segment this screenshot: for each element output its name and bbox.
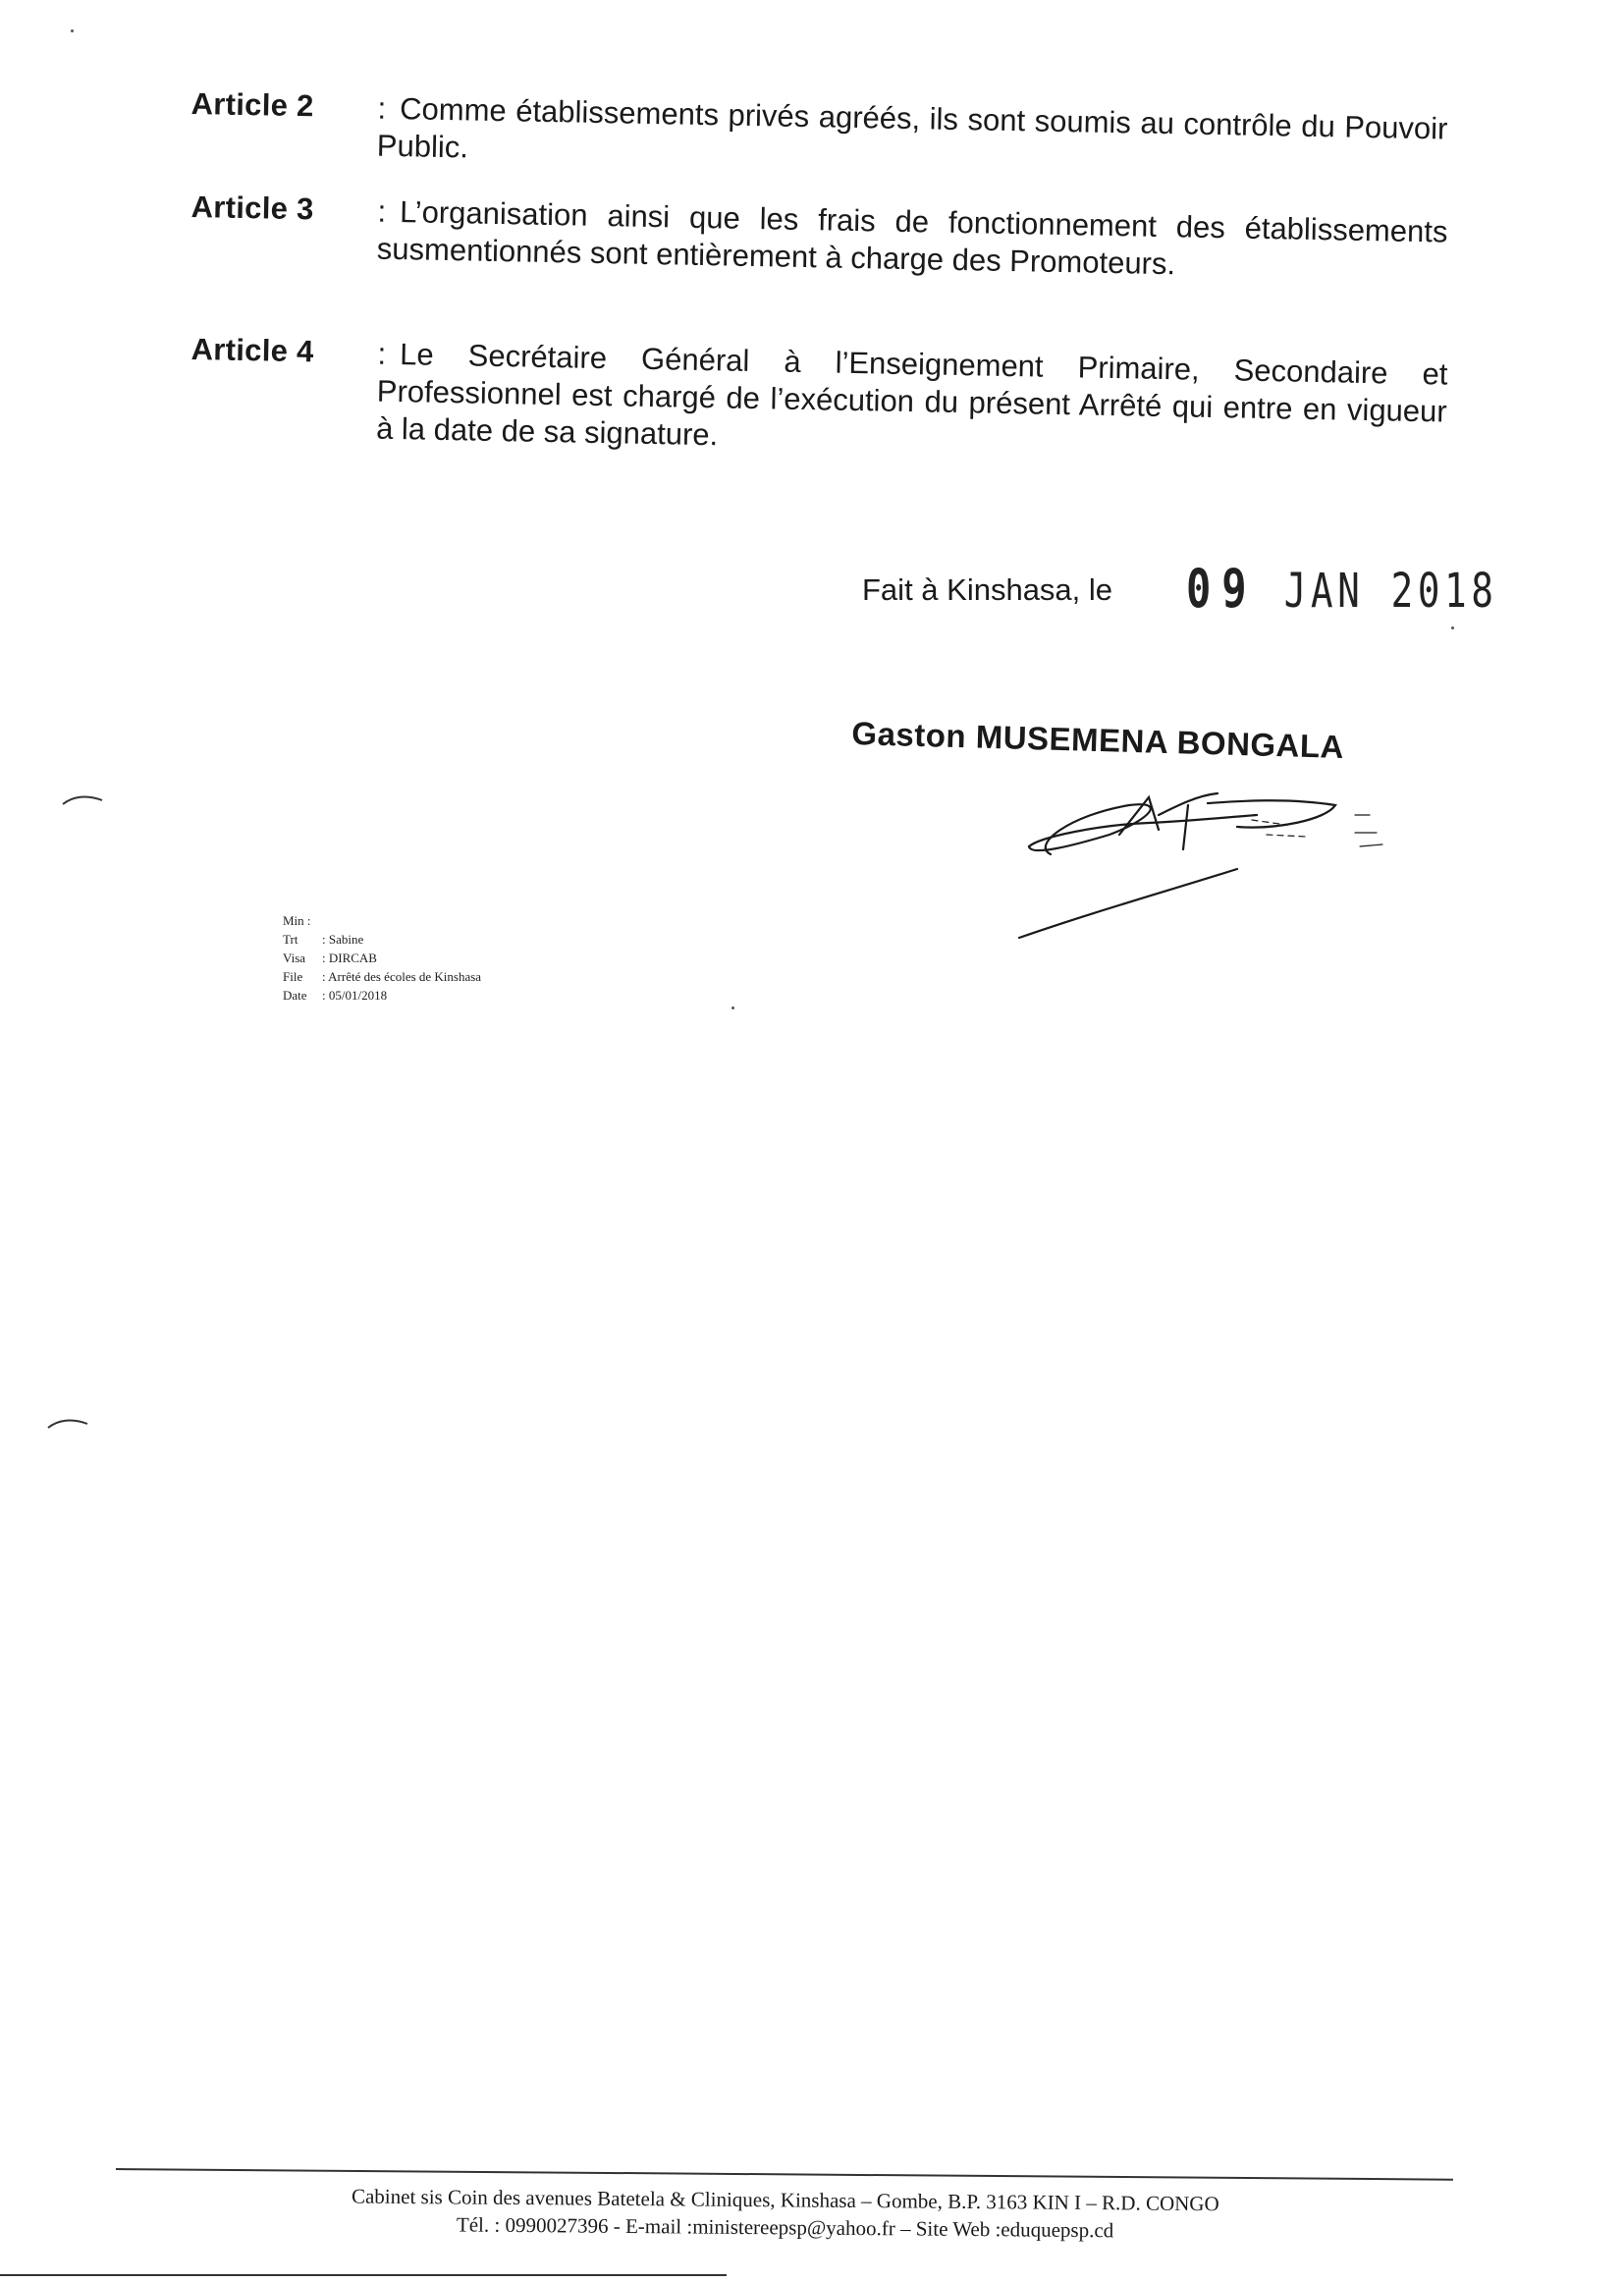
scan-mark <box>44 1414 93 1434</box>
article-body: L’organisation ainsi que les frais de fonctionnement des établissements susmentionnés sont entièrement à charge des Promoteurs. <box>376 194 1448 282</box>
ref-visa <box>283 949 481 967</box>
footer-divider <box>116 2168 1453 2181</box>
ref-label: File <box>283 969 303 984</box>
ref-value: : Arrêté des écoles de Kinshasa <box>322 969 482 984</box>
article-text <box>377 193 1448 289</box>
ref-label: Visa <box>283 951 306 965</box>
article-colon: : <box>377 193 387 229</box>
article-text <box>376 336 1448 468</box>
article-4 <box>190 332 1458 453</box>
date-stamp-day: 09 <box>1186 558 1258 620</box>
article-text <box>377 90 1448 186</box>
article-label: Article 2 <box>190 86 315 124</box>
ref-file <box>283 967 481 986</box>
ref-min <box>283 911 481 930</box>
footer-line-1: Cabinet sis Coin des avenues Batetela & Cliniques, Kinshasa – Gombe, B.P. 3163 KIN I – R.D. CONGO <box>351 2184 1219 2216</box>
handwritten-signature <box>1011 776 1434 952</box>
article-colon: : <box>377 90 387 126</box>
date-stamp <box>1186 558 1498 620</box>
signer-name <box>851 715 1345 766</box>
scan-mark <box>59 790 108 810</box>
reference-block <box>283 911 481 1005</box>
ref-value: : DIRCAB <box>322 951 377 965</box>
scan-speck <box>71 29 74 32</box>
article-2 <box>190 86 1458 165</box>
signer-last-name: MUSEMENA BONGALA <box>975 718 1345 765</box>
article-body: Le Secrétaire Général à l’Enseignement Primaire, Secondaire et Professionnel est chargé de l’exécution du présent Arrêté qui entre en vigueur à la date de sa signature. <box>375 337 1448 453</box>
article-body: Comme établissements privés agréés, ils sont soumis au contrôle du Pouvoir Public. <box>376 91 1448 165</box>
scan-speck <box>1451 626 1454 629</box>
ref-label: Trt <box>283 932 298 947</box>
footer-address <box>295 2182 1276 2246</box>
footer-line-2: Tél. : 0990027396 - E-mail :ministereepsp@yahoo.fr – Site Web :eduquepsp.cd <box>456 2212 1114 2243</box>
bottom-divider <box>0 2274 727 2276</box>
date-stamp-month-year: JAN 2018 <box>1283 564 1498 619</box>
article-label: Article 3 <box>190 190 315 227</box>
article-label: Article 4 <box>190 332 315 369</box>
signer-first-name: Gaston <box>850 715 967 755</box>
ref-value: : Sabine <box>322 932 364 947</box>
scan-speck <box>731 1006 734 1009</box>
ref-value: : 05/01/2018 <box>322 988 388 1003</box>
article-3 <box>190 190 1458 282</box>
place-date-text: Fait à Kinshasa, le <box>862 572 1113 607</box>
ref-date <box>283 986 481 1005</box>
ref-label: Date <box>283 988 307 1003</box>
ref-trt <box>283 930 481 949</box>
article-colon: : <box>377 336 387 371</box>
ref-label: Min : <box>283 913 311 928</box>
